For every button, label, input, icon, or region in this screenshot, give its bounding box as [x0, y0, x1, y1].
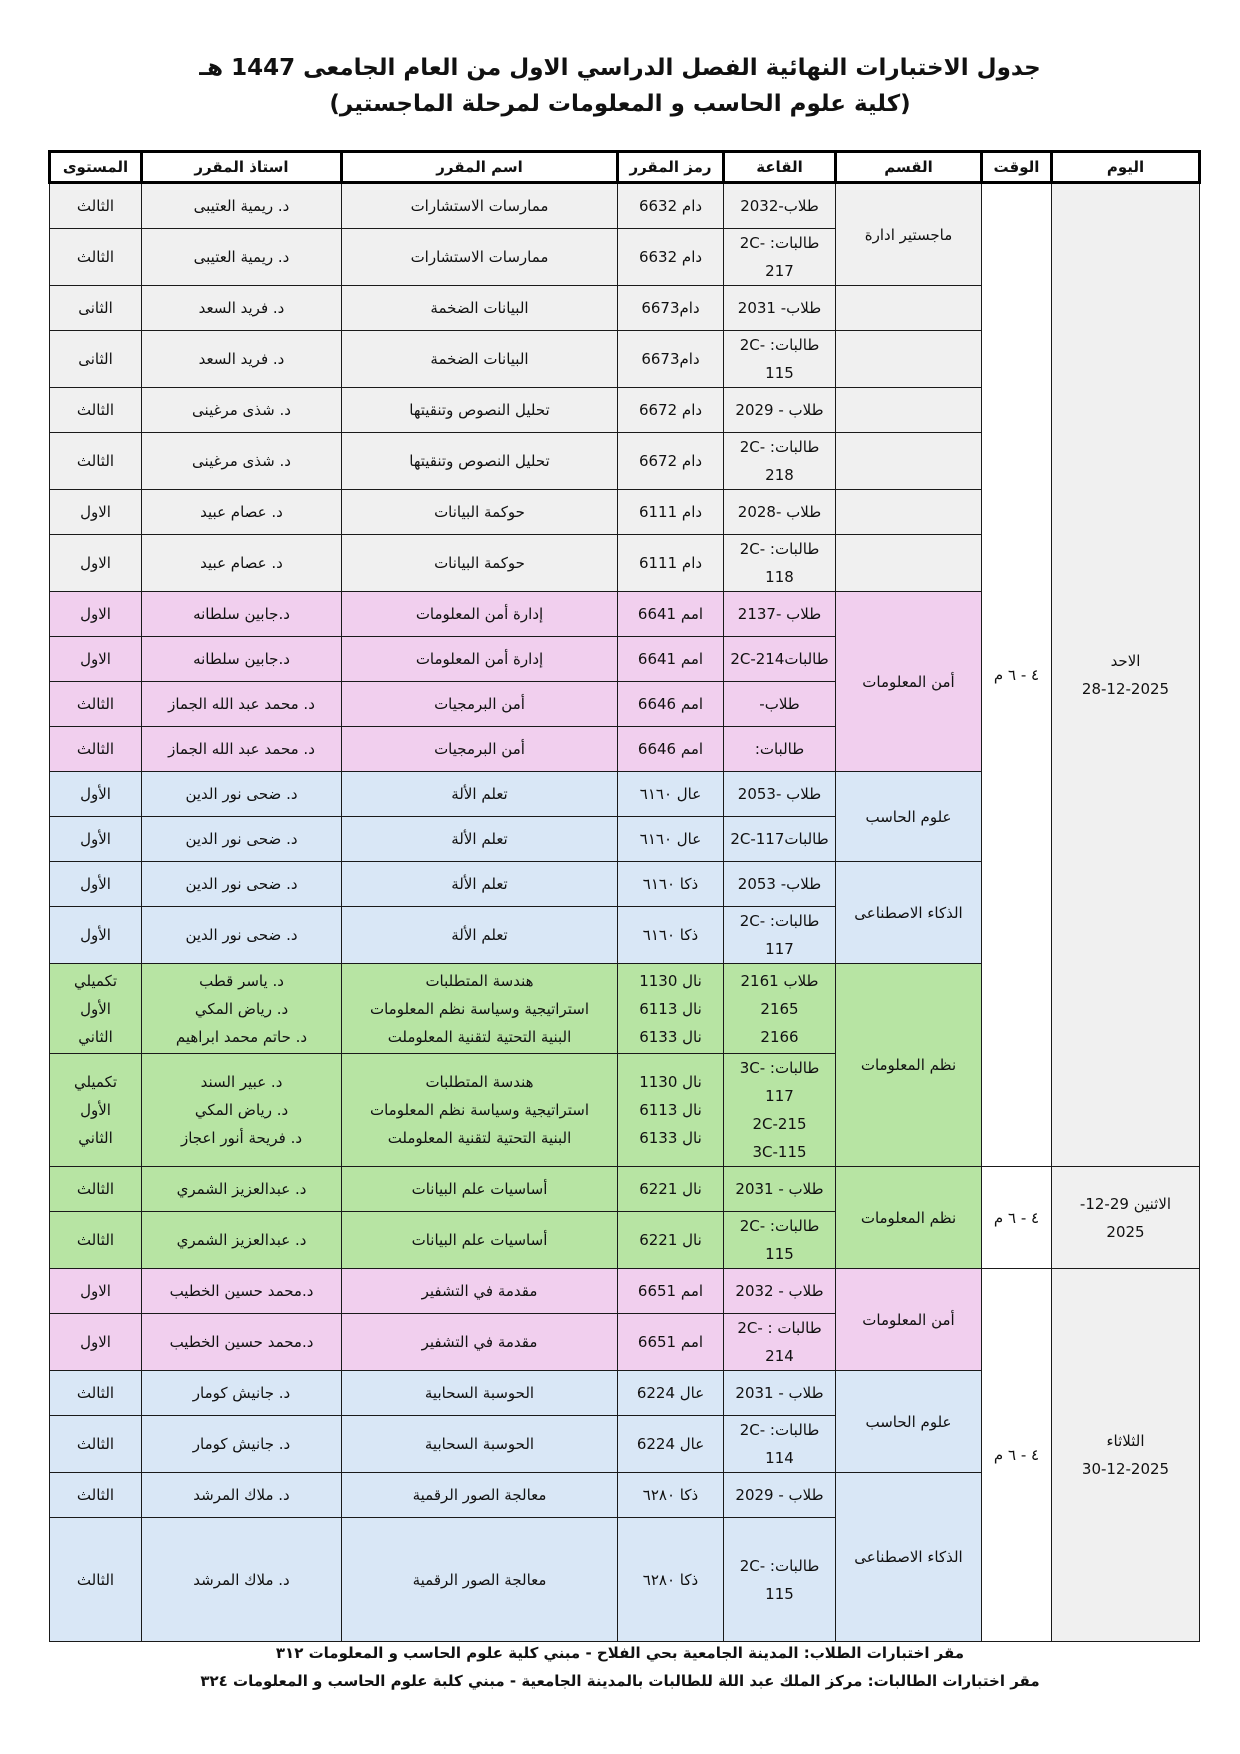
department-cell: ماجستير ادارة [836, 183, 982, 286]
level-cell: الثالث [50, 1473, 142, 1518]
title-line-2: (كلية علوم الحاسب و المعلومات لمرحلة الماجستير) [329, 91, 911, 117]
instructor-cell: د. شذى مرغينى [142, 388, 342, 433]
instructor-cell: د. ريمية العتيبى [142, 229, 342, 286]
level-cell: الاول [50, 490, 142, 535]
room-cell-line: 2C-215 [752, 1115, 807, 1133]
room-cell: طالبات: 2C-118 [724, 535, 836, 592]
course-code-cell: ذكا ٦٢٨٠ [618, 1518, 724, 1642]
room-cell: طالبات : 2C-214 [724, 1314, 836, 1371]
col-header-instructor: استاذ المقرر [142, 152, 342, 183]
level-cell-line: الأول [80, 1101, 111, 1119]
room-cell: طالبات: [724, 727, 836, 772]
department-cell [836, 286, 982, 331]
col-header-course-name: اسم المقرر [342, 152, 618, 183]
room-cell: طالبات: 2C-117 [724, 907, 836, 964]
course-code-cell-line: نال 6113 [639, 1101, 702, 1119]
course-name-cell: إدارة أمن المعلومات [342, 592, 618, 637]
level-cell-line: تكميلي [73, 1073, 118, 1091]
instructor-cell-line: د. ياسر قطب [199, 971, 284, 990]
course-name-cell: أمن البرمجيات [342, 682, 618, 727]
level-cell: الثانى [50, 331, 142, 388]
instructor-cell: د. جانيش كومار [142, 1416, 342, 1473]
col-header-room: القاعة [724, 152, 836, 183]
instructor-cell: د. ريمية العتيبى [142, 183, 342, 229]
course-code-cell: دام 6672 [618, 433, 724, 490]
level-cell: الاول [50, 1314, 142, 1371]
room-cell [724, 964, 836, 1054]
day-name: الاثنين 29-12- [1079, 1194, 1172, 1213]
level-cell [50, 964, 142, 1054]
course-name-cell: تعلم الألة [342, 772, 618, 817]
room-cell: طلاب - 2029 [724, 1473, 836, 1518]
department-cell [836, 433, 982, 490]
room-cell: طلاب - 2032 [724, 1269, 836, 1314]
col-header-time: الوقت [982, 152, 1052, 183]
course-name-cell-line: البنية التحتية لتقنية المعلوملت [387, 1027, 572, 1046]
room-cell: طالبات2C-214 [724, 637, 836, 682]
day-name: الاحد [1110, 652, 1141, 670]
day-date: 30-12-2025 [1081, 1460, 1170, 1478]
course-code-cell: ذكا ٦١٦٠ [618, 862, 724, 907]
room-cell: طالبات: 2C-115 [724, 1212, 836, 1269]
level-cell: الاول [50, 1269, 142, 1314]
level-cell: الاول [50, 535, 142, 592]
level-cell: الثالث [50, 183, 142, 229]
department-cell: نظم المعلومات [836, 1167, 982, 1269]
instructor-cell: د. شذى مرغينى [142, 433, 342, 490]
department-cell [836, 490, 982, 535]
course-name-cell: البيانات الضخمة [342, 331, 618, 388]
course-code-cell-line: نال 1130 [639, 971, 702, 990]
department-cell: علوم الحاسب [836, 772, 982, 862]
course-name-cell: تحليل النصوص وتنقيتها [342, 433, 618, 490]
room-cell-line: طلاب 2161 [740, 971, 819, 990]
col-header-level: المستوى [50, 152, 142, 183]
department-cell [836, 331, 982, 388]
level-cell: الأول [50, 772, 142, 817]
instructor-cell: د.جابين سلطانه [142, 637, 342, 682]
day-cell [1052, 183, 1200, 1167]
level-cell: الثالث [50, 1518, 142, 1642]
table-header-row [50, 152, 1200, 183]
level-cell: الثالث [50, 229, 142, 286]
room-cell: طالبات: 2C-218 [724, 433, 836, 490]
course-name-cell: إدارة أمن المعلومات [342, 637, 618, 682]
day-date: 2025 [1106, 1222, 1145, 1241]
room-cell-line: 3C-115 [752, 1143, 807, 1161]
level-cell: الأول [50, 862, 142, 907]
table-row [50, 1167, 1200, 1212]
level-cell: الاول [50, 637, 142, 682]
level-cell-line: الثاني [78, 1027, 113, 1046]
course-name-cell [342, 964, 618, 1054]
instructor-cell: د. ملاك المرشد [142, 1473, 342, 1518]
room-cell: طالبات: 2C-115 [724, 1518, 836, 1642]
course-name-cell: أمن البرمجيات [342, 727, 618, 772]
time-cell: ٤ - ٦ م [982, 1167, 1052, 1269]
instructor-cell-line: د. عبير السند [200, 1073, 283, 1091]
course-code-cell: امم 6641 [618, 592, 724, 637]
day-date: 28-12-2025 [1081, 680, 1170, 698]
instructor-cell: د. عبدالعزيز الشمري [142, 1167, 342, 1212]
course-name-cell: الحوسبة السحابية [342, 1371, 618, 1416]
course-name-cell: مقدمة في التشفير [342, 1314, 618, 1371]
course-code-cell: دام 6111 [618, 535, 724, 592]
level-cell: الثالث [50, 1167, 142, 1212]
instructor-cell: د. جانيش كومار [142, 1371, 342, 1416]
course-code-cell [618, 1054, 724, 1167]
level-cell: الأول [50, 907, 142, 964]
course-code-cell: دام6673 [618, 331, 724, 388]
course-name-cell-line: هندسة المتطلبات [425, 1073, 534, 1091]
instructor-cell: د.جابين سلطانه [142, 592, 342, 637]
course-code-cell: عال ٦١٦٠ [618, 817, 724, 862]
room-cell: طالبات: 2C-114 [724, 1416, 836, 1473]
col-header-course-code: رمز المقرر [618, 152, 724, 183]
instructor-cell: د. ضحى نور الدين [142, 772, 342, 817]
table-body [50, 183, 1200, 1642]
course-code-cell: دام 6111 [618, 490, 724, 535]
level-cell [50, 1054, 142, 1167]
department-cell: أمن المعلومات [836, 1269, 982, 1371]
room-cell-line: 2166 [760, 1027, 799, 1046]
footer-female-location: مقر اختبارات الطالبات: مركز الملك عبد اللة للطالبات بالمدينة الجامعية - مبني كلبة علوم الحاسب و المعلومات ٣٢٤ [200, 1672, 1040, 1690]
level-cell: الثالث [50, 388, 142, 433]
col-header-day: اليوم [1052, 152, 1200, 183]
course-name-cell: حوكمة البيانات [342, 490, 618, 535]
level-cell: الثالث [50, 727, 142, 772]
department-cell: أمن المعلومات [836, 592, 982, 772]
course-code-cell: امم 6651 [618, 1314, 724, 1371]
instructor-cell-line: د. رياض المكي [194, 1101, 289, 1119]
course-name-cell: معالجة الصور الرقمية [342, 1518, 618, 1642]
time-cell: ٤ - ٦ م [982, 1269, 1052, 1642]
room-cell: طلاب- 2031 [724, 286, 836, 331]
footer-male-location: مقر اختبارات الطلاب: المدينة الجامعية بحي الفلاح - مبني كلية علوم الحاسب و المعلومات ٣١٢ [275, 1644, 965, 1662]
course-code-cell-line: نال 6113 [639, 999, 702, 1018]
room-cell-line: 2165 [760, 999, 799, 1018]
room-cell: طلاب - 2029 [724, 388, 836, 433]
instructor-cell [142, 964, 342, 1054]
day-cell [1052, 1167, 1200, 1269]
course-code-cell: دام6673 [618, 286, 724, 331]
instructor-cell: د. ملاك المرشد [142, 1518, 342, 1642]
level-cell: الثالث [50, 433, 142, 490]
department-cell [836, 388, 982, 433]
instructor-cell: د. ضحى نور الدين [142, 862, 342, 907]
course-code-cell: نال 6221 [618, 1212, 724, 1269]
time-cell: ٤ - ٦ م [982, 183, 1052, 1167]
room-cell: طلاب- [724, 682, 836, 727]
room-cell: طالبات: 2C-217 [724, 229, 836, 286]
course-name-cell: البيانات الضخمة [342, 286, 618, 331]
instructor-cell [142, 1054, 342, 1167]
course-name-cell [342, 1054, 618, 1167]
course-name-cell: ممارسات الاستشارات [342, 183, 618, 229]
title-line-1: جدول الاختبارات النهائية الفصل الدراسي الاول من العام الجامعى 1447 هـ [199, 55, 1041, 81]
course-code-cell: ذكا ٦١٦٠ [618, 907, 724, 964]
room-cell: طالبات2C-117 [724, 817, 836, 862]
course-name-cell: تعلم الألة [342, 862, 618, 907]
department-cell: الذكاء الاصطناعى [836, 1473, 982, 1642]
day-cell [1052, 1269, 1200, 1642]
course-name-cell: حوكمة البيانات [342, 535, 618, 592]
course-code-cell-line: نال 1130 [639, 1073, 702, 1091]
room-cell: طالبات: 2C-115 [724, 331, 836, 388]
course-name-cell: معالجة الصور الرقمية [342, 1473, 618, 1518]
course-code-cell [618, 964, 724, 1054]
course-name-cell-line: البنية التحتية لتقنية المعلوملت [387, 1129, 572, 1147]
room-cell: طلاب -2137 [724, 592, 836, 637]
course-code-cell: ذكا ٦٢٨٠ [618, 1473, 724, 1518]
col-header-department: القسم [836, 152, 982, 183]
course-name-cell: الحوسبة السحابية [342, 1416, 618, 1473]
level-cell: الثانى [50, 286, 142, 331]
instructor-cell: د. فريد السعد [142, 286, 342, 331]
course-code-cell: عال 6224 [618, 1416, 724, 1473]
instructor-cell: د.محمد حسين الخطيب [142, 1269, 342, 1314]
course-code-cell: دام 6632 [618, 183, 724, 229]
course-name-cell: ممارسات الاستشارات [342, 229, 618, 286]
level-cell: الثالث [50, 1212, 142, 1269]
room-cell-line: طالبات: 3C-117 [739, 1059, 820, 1105]
room-cell: طلاب - 2031 [724, 1371, 836, 1416]
table-row [50, 1269, 1200, 1314]
department-cell: علوم الحاسب [836, 1371, 982, 1473]
instructor-cell-line: د. رياض المكي [194, 999, 289, 1018]
course-code-cell-line: نال 6133 [639, 1027, 702, 1046]
room-cell: طلاب -2053 [724, 772, 836, 817]
course-name-cell-line: استراتيجية وسياسة نظم المعلومات [369, 1101, 590, 1119]
instructor-cell: د. عصام عبيد [142, 535, 342, 592]
table-row [50, 183, 1200, 229]
level-cell: الثالث [50, 682, 142, 727]
instructor-cell-line: د. حاتم محمد ابراهيم [175, 1027, 308, 1046]
course-code-cell: دام 6672 [618, 388, 724, 433]
course-name-cell: أساسيات علم البيانات [342, 1212, 618, 1269]
level-cell: الثالث [50, 1416, 142, 1473]
room-cell: طلاب - 2031 [724, 1167, 836, 1212]
level-cell-line: تكميلي [73, 971, 118, 990]
day-name: الثلاثاء [1106, 1432, 1145, 1450]
department-cell [836, 535, 982, 592]
instructor-cell: د. عبدالعزيز الشمري [142, 1212, 342, 1269]
room-cell: طلاب -2028 [724, 490, 836, 535]
level-cell: الثالث [50, 1371, 142, 1416]
instructor-cell: د. ضحى نور الدين [142, 907, 342, 964]
course-name-cell: تحليل النصوص وتنقيتها [342, 388, 618, 433]
department-cell: الذكاء الاصطناعى [836, 862, 982, 964]
room-cell: طلاب-2032 [724, 183, 836, 229]
course-name-cell: مقدمة في التشفير [342, 1269, 618, 1314]
level-cell-line: الثاني [78, 1129, 113, 1147]
instructor-cell: د.محمد حسين الخطيب [142, 1314, 342, 1371]
course-code-cell: امم 6651 [618, 1269, 724, 1314]
course-name-cell: تعلم الألة [342, 817, 618, 862]
instructor-cell: د. ضحى نور الدين [142, 817, 342, 862]
instructor-cell: د. فريد السعد [142, 331, 342, 388]
course-name-cell: أساسيات علم البيانات [342, 1167, 618, 1212]
department-cell: نظم المعلومات [836, 964, 982, 1167]
instructor-cell: د. عصام عبيد [142, 490, 342, 535]
instructor-cell: د. محمد عبد الله الجماز [142, 682, 342, 727]
course-code-cell: امم 6646 [618, 727, 724, 772]
room-cell: طلاب- 2053 [724, 862, 836, 907]
page-title [0, 50, 1240, 122]
level-cell-line: الأول [80, 999, 111, 1018]
course-code-cell-line: نال 6133 [639, 1129, 702, 1147]
course-code-cell: عال ٦١٦٠ [618, 772, 724, 817]
level-cell: الاول [50, 592, 142, 637]
course-code-cell: نال 6221 [618, 1167, 724, 1212]
instructor-cell-line: د. فريحة أنور اعجاز [180, 1129, 303, 1147]
course-name-cell-line: استراتيجية وسياسة نظم المعلومات [369, 999, 590, 1018]
course-code-cell: امم 6641 [618, 637, 724, 682]
course-name-cell-line: هندسة المتطلبات [425, 971, 534, 990]
course-code-cell: دام 6632 [618, 229, 724, 286]
instructor-cell: د. محمد عبد الله الجماز [142, 727, 342, 772]
course-name-cell: تعلم الألة [342, 907, 618, 964]
exam-schedule-table [48, 150, 1201, 1642]
course-code-cell: عال 6224 [618, 1371, 724, 1416]
room-cell [724, 1054, 836, 1167]
level-cell: الأول [50, 817, 142, 862]
course-code-cell: امم 6646 [618, 682, 724, 727]
